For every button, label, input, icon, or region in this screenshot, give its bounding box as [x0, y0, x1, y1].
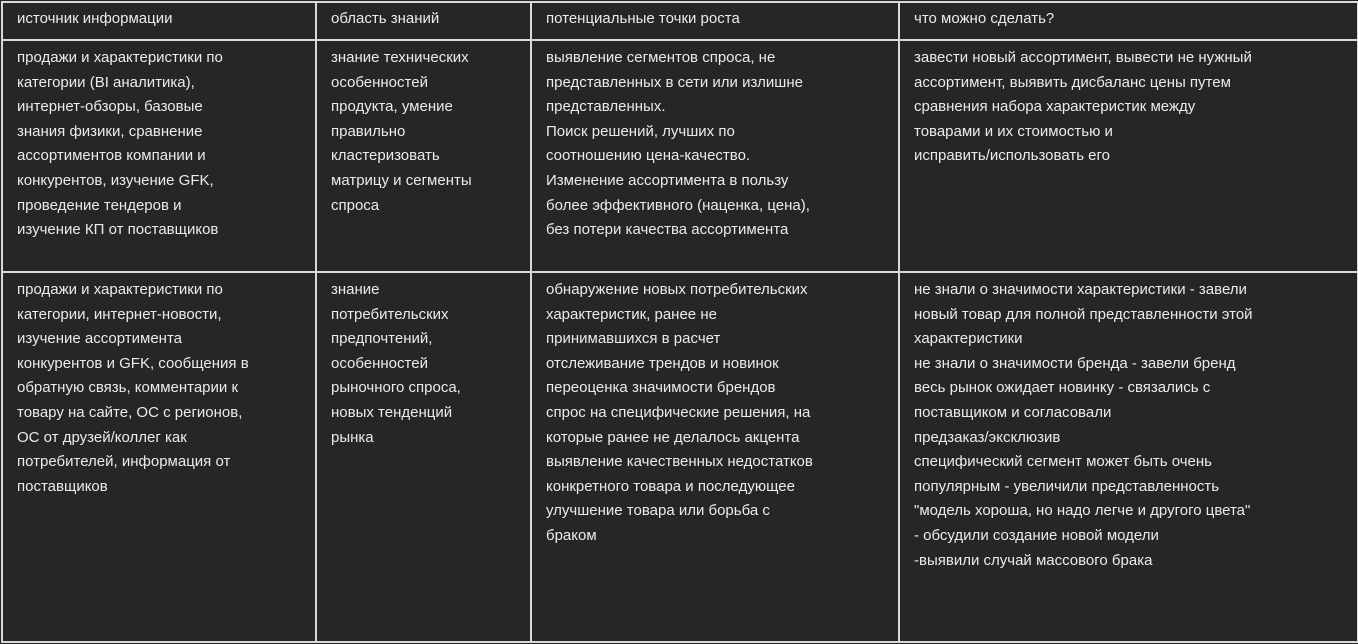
- cell-text-line: предзаказ/эксклюзив: [914, 428, 1061, 446]
- cell-actions: [899, 272, 1358, 642]
- cell-text-line: ОС от друзей/коллег как: [17, 428, 187, 446]
- cell-text-line: кластеризовать: [331, 147, 440, 165]
- cell-text-line: специфический сегмент может быть очень: [914, 453, 1212, 471]
- cell-text-line: ассортимент, выявить дисбаланс цены путем: [914, 73, 1231, 91]
- cell-text-line: конкретного товара и последующее: [546, 477, 795, 495]
- cell-text-line: обратную связь, комментарии к: [17, 379, 239, 397]
- header-source: источник информации: [2, 2, 316, 40]
- cell-text-line: характеристик, ранее не: [546, 305, 717, 323]
- cell-text-line: продажи и характеристики по: [17, 49, 223, 66]
- cell-text-line: проведение тендеров и: [17, 196, 182, 214]
- table-row: [2, 40, 1358, 272]
- cell-text-line: - обсудили создание новой модели: [914, 526, 1159, 544]
- cell-text-line: знание технических: [331, 49, 469, 66]
- header-actions: что можно сделать?: [899, 2, 1358, 40]
- cell-text-line: конкурентов, изучение GFK,: [17, 171, 214, 189]
- cell-text-line: товару на сайте, ОС с регионов,: [17, 403, 243, 421]
- cell-text-line: выявление сегментов спроса, не: [546, 49, 776, 66]
- cell-text-line: обнаружение новых потребительских: [546, 281, 808, 298]
- cell-text-line: весь рынок ожидает новинку - связались с: [914, 379, 1211, 397]
- cell-text-line: выявление качественных недостатков: [546, 453, 813, 471]
- cell-text-line: исправить/использовать его: [914, 147, 1111, 165]
- cell-text-line: отслеживание трендов и новинок: [546, 354, 779, 372]
- cell-source: [2, 272, 316, 642]
- cell-text-line: завести новый ассортимент, вывести не нужный: [914, 49, 1252, 66]
- cell-source: [2, 40, 316, 272]
- cell-text-line: знание: [331, 281, 380, 298]
- cell-text-line: рынка: [331, 428, 374, 446]
- cell-text-line: ассортиментов компании и: [17, 147, 206, 165]
- cell-text-line: категории, интернет-новости,: [17, 305, 222, 323]
- cell-text-line: -выявили случай массового брака: [914, 551, 1153, 569]
- cell-text-line: принимавшихся в расчет: [546, 330, 721, 348]
- cell-text-line: которые ранее не делалось акцента: [546, 428, 800, 446]
- header-growth-points: потенциальные точки роста: [531, 2, 899, 40]
- cell-text-line: спрос на специфические решения, на: [546, 403, 811, 421]
- cell-text-line: соотношению цена-качество.: [546, 147, 751, 165]
- cell-text-line: переоценка значимости брендов: [546, 379, 776, 397]
- cell-text-line: без потери качества ассортимента: [546, 221, 789, 239]
- cell-text-line: новый товар для полной представленности этой: [914, 305, 1253, 323]
- cell-text-line: особенностей: [331, 354, 428, 372]
- cell-actions: [899, 40, 1358, 272]
- cell-text-line: более эффективного (наценка, цена),: [546, 196, 810, 214]
- header-row: [2, 2, 1358, 40]
- cell-growth-points: [531, 40, 899, 272]
- cell-text-line: предпочтений,: [331, 330, 433, 348]
- cell-text-line: сравнения набора характеристик между: [914, 98, 1196, 116]
- header-knowledge-area: область знаний: [316, 2, 531, 40]
- cell-text-line: поставщиком и согласовали: [914, 403, 1112, 421]
- cell-text-line: изучение КП от поставщиков: [17, 221, 219, 239]
- cell-text-line: спроса: [331, 196, 380, 214]
- growth-points-table: [1, 1, 1358, 643]
- cell-knowledge-area: [316, 272, 531, 642]
- cell-text-line: знания физики, сравнение: [17, 122, 203, 140]
- cell-text-line: представленных в сети или излишне: [546, 73, 803, 91]
- cell-text-line: не знали о значимости бренда - завели бренд: [914, 354, 1236, 372]
- cell-text-line: Изменение ассортимента в пользу: [546, 171, 789, 189]
- cell-text-line: популярным - увеличили представленность: [914, 477, 1220, 495]
- cell-text-line: поставщиков: [17, 477, 108, 495]
- cell-text-line: характеристики: [914, 330, 1023, 348]
- cell-text-line: изучение ассортимента: [17, 330, 183, 348]
- cell-text-line: конкурентов и GFK, сообщения в: [17, 354, 249, 372]
- cell-text-line: Поиск решений, лучших по: [546, 122, 735, 140]
- cell-text-line: не знали о значимости характеристики - завели: [914, 281, 1247, 298]
- cell-text-line: товарами и их стоимостью и: [914, 122, 1113, 140]
- cell-text-line: продукта, умение: [331, 98, 453, 116]
- cell-text-line: новых тенденций: [331, 403, 453, 421]
- cell-text-line: рыночного спроса,: [331, 379, 461, 397]
- cell-text-line: интернет-обзоры, базовые: [17, 98, 203, 116]
- cell-text-line: особенностей: [331, 73, 428, 91]
- cell-text-line: потребителей, информация от: [17, 453, 231, 471]
- cell-text-line: представленных.: [546, 98, 666, 116]
- cell-text-line: матрицу и сегменты: [331, 171, 472, 189]
- cell-text-line: улучшение товара или борьба с: [546, 502, 770, 520]
- cell-text-line: потребительских: [331, 305, 449, 323]
- cell-growth-points: [531, 272, 899, 642]
- cell-text-line: браком: [546, 526, 597, 544]
- cell-text-line: "модель хороша, но надо легче и другого цвета": [914, 502, 1251, 520]
- cell-text-line: категории (BI аналитика),: [17, 73, 195, 91]
- cell-text-line: продажи и характеристики по: [17, 281, 223, 298]
- table-row: [2, 272, 1358, 642]
- cell-text-line: правильно: [331, 122, 406, 140]
- cell-knowledge-area: [316, 40, 531, 272]
